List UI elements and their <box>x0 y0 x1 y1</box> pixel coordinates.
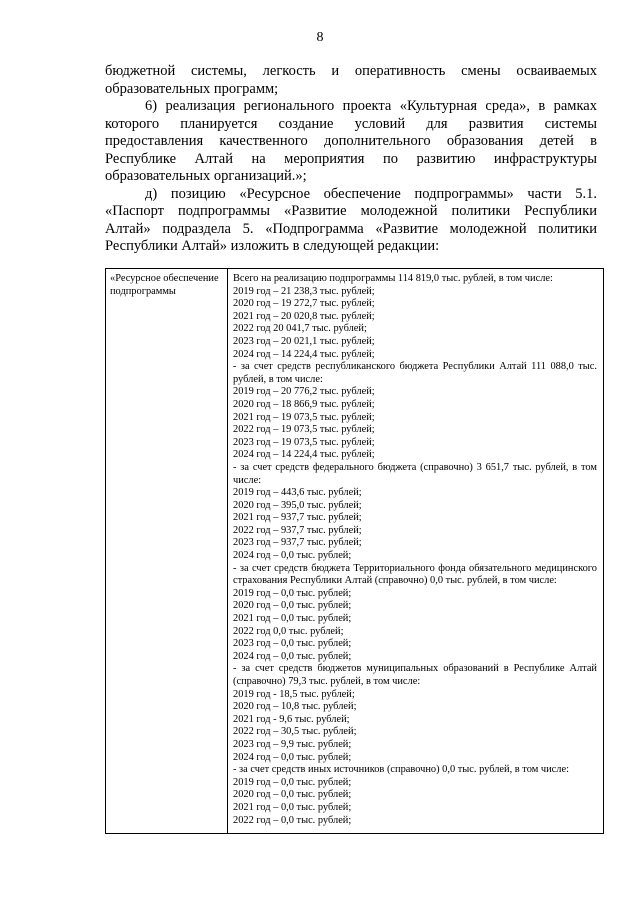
table-value-line: 2019 год – 0,0 тыс. рублей; <box>233 587 352 599</box>
text-line: бюджетной системы, легкость и оперативность смены осваиваемых <box>105 63 597 79</box>
table-value-line: 2020 год – 0,0 тыс. рублей; <box>233 789 352 801</box>
table-value-line: 2022 год – 30,5 тыс. рублей; <box>233 726 357 738</box>
text-line: Алтай» подраздела 5. «Подпрограмма «Развитие молодежной политики <box>105 220 597 237</box>
table-value-line: 2021 год - 9,6 тыс. рублей; <box>233 713 350 725</box>
table-value-line: 2023 год – 937,7 тыс. рублей; <box>233 537 362 549</box>
table-value-line: - за счет средств республиканского бюджета Республики Алтай 111 088,0 тыс. рублей, в том числе: <box>233 361 597 385</box>
text-line: образовательных организаций.»; <box>105 168 307 184</box>
resource-table <box>105 268 604 834</box>
table-value-line: 2022 год – 0,0 тыс. рублей; <box>233 814 352 826</box>
table-value-line: 2023 год – 9,9 тыс. рублей; <box>233 738 352 750</box>
paragraph-3 <box>105 186 597 256</box>
table-value-line: 2020 год – 19 272,7 тыс. рублей; <box>233 298 375 310</box>
table-value-line: - за счет средств бюджета Территориального фонда обязательного медицинского страхования Республики Алтай (справочно) 0,0 тыс. рублей, в том числе: <box>233 562 597 587</box>
table-value-line: 2024 год – 0,0 тыс. рублей; <box>233 751 352 763</box>
text-line: «Паспорт подпрограммы «Развитие молодежной политики Республики <box>105 203 597 219</box>
table-value-line: 2020 год – 18 866,9 тыс. рублей; <box>233 398 375 410</box>
text-line: Республики Алтай» изложить в следующей редакции: <box>105 238 440 254</box>
table-value-line: 2023 год – 20 021,1 тыс. рублей; <box>233 335 375 347</box>
table-value-line: 2022 год 20 041,7 тыс. рублей; <box>233 323 367 335</box>
table-value-line: 2024 год – 0,0 тыс. рублей; <box>233 550 352 562</box>
table-value-line: 2024 год – 14 224,4 тыс. рублей; <box>233 348 375 360</box>
text-line: образовательных программ; <box>105 80 279 97</box>
table-value-line: 2022 год 0,0 тыс. рублей; <box>233 625 344 637</box>
text-line: предоставления качественного дополнительного образования детей в <box>105 133 597 149</box>
table-value-line: 2020 год – 10,8 тыс. рублей; <box>233 701 357 713</box>
table-row-label: «Ресурсное обеспечение подпрограммы <box>106 269 228 833</box>
table-value-line: 2021 год – 0,0 тыс. рублей; <box>233 801 352 813</box>
table-value-line: 2023 год – 19 073,5 тыс. рублей; <box>233 436 375 448</box>
table-value-line: - за счет средств иных источников (справочно) 0,0 тыс. рублей, в том числе: <box>233 764 569 776</box>
text-line: которого планируется создание условий для развития системы <box>105 115 597 132</box>
page-number: 8 <box>316 30 324 45</box>
table-value-line: 2021 год – 19 073,5 тыс. рублей; <box>233 411 375 423</box>
table-value-line: 2020 год – 0,0 тыс. рублей; <box>233 600 352 612</box>
table-value-line: 2019 год – 443,6 тыс. рублей; <box>233 487 362 499</box>
table-value-line: 2022 год – 937,7 тыс. рублей; <box>233 524 362 536</box>
table-value-line: 2022 год – 19 073,5 тыс. рублей; <box>233 424 375 436</box>
table-value-line: 2021 год – 937,7 тыс. рублей; <box>233 512 362 524</box>
text-line: д) позицию «Ресурсное обеспечение подпрограммы» части 5.1. <box>145 185 597 202</box>
table-value-line: 2021 год – 20 020,8 тыс. рублей; <box>233 310 375 322</box>
table-value-line: 2019 год - 18,5 тыс. рублей; <box>233 688 355 700</box>
table-value-line: Всего на реализацию подпрограммы 114 819,0 тыс. рублей, в том числе: <box>233 273 553 284</box>
table-value-line: 2020 год – 395,0 тыс. рублей; <box>233 499 362 511</box>
text-line: Республике Алтай на мероприятия по развитию инфраструктуры <box>105 150 597 167</box>
table-value-line: 2024 год – 0,0 тыс. рублей; <box>233 650 352 662</box>
table-value-line: - за счет средств бюджетов муниципальных образований в Республике Алтай (справочно) 79,3 тыс. рублей, в том числе: <box>233 663 597 687</box>
table-value-line: 2024 год – 14 224,4 тыс. рублей; <box>233 449 375 461</box>
table-value-line: 2019 год – 0,0 тыс. рублей; <box>233 776 352 788</box>
paragraph-2 <box>105 98 597 186</box>
table-value-line: 2021 год – 0,0 тыс. рублей; <box>233 613 352 625</box>
table-value-line: 2019 год – 20 776,2 тыс. рублей; <box>233 386 375 398</box>
paragraph-1 <box>105 63 597 98</box>
table-value-line: - за счет средств федерального бюджета (справочно) 3 651,7 тыс. рублей, в том числе: <box>233 461 597 486</box>
table-row-values <box>228 269 603 827</box>
body-text <box>105 63 597 256</box>
table-value-line: 2019 год – 21 238,3 тыс. рублей; <box>233 285 375 297</box>
table-value-line: 2023 год – 0,0 тыс. рублей; <box>233 638 352 650</box>
text-line: 6) реализация регионального проекта «Культурная среда», в рамках <box>145 98 597 114</box>
